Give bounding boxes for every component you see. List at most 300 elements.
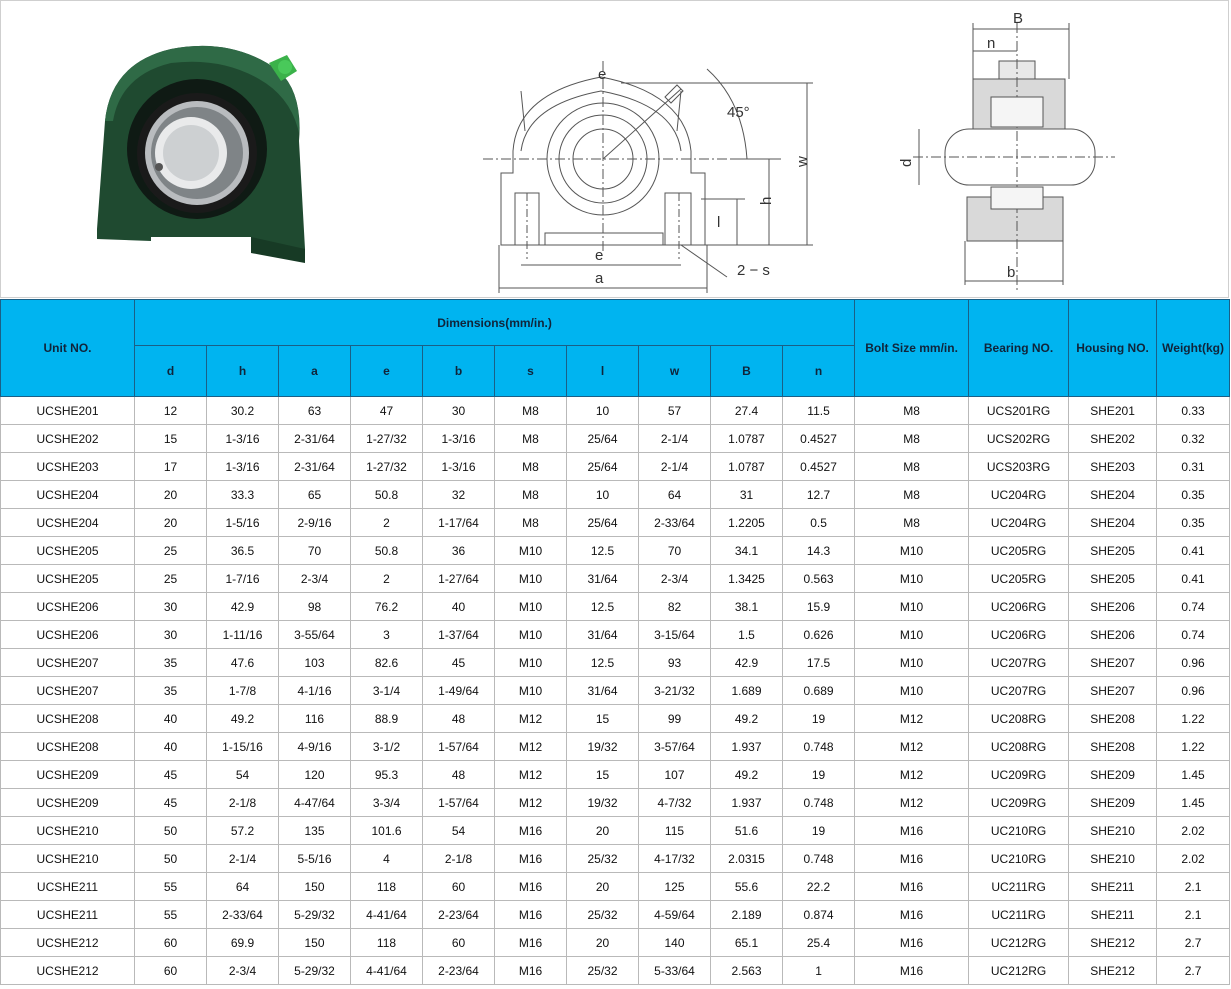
table-row [1, 733, 1230, 761]
table-cell: 0.874 [783, 901, 855, 929]
table-cell: 15 [567, 705, 639, 733]
table-cell: UCSHE205 [1, 537, 135, 565]
table-cell: M16 [495, 817, 567, 845]
table-cell: UC205RG [969, 537, 1069, 565]
table-cell: 118 [351, 873, 423, 901]
table-cell: 1-3/16 [207, 453, 279, 481]
table-cell: SHE208 [1069, 733, 1157, 761]
table-cell: M10 [495, 677, 567, 705]
table-cell: 0.4527 [783, 425, 855, 453]
table-cell: UC211RG [969, 873, 1069, 901]
table-cell: UC206RG [969, 621, 1069, 649]
table-row [1, 509, 1230, 537]
table-cell: 2-1/4 [639, 425, 711, 453]
table-cell: 48 [423, 761, 495, 789]
header-dimensions: Dimensions(mm/in.) [135, 300, 855, 346]
table-cell: 2.02 [1157, 845, 1230, 873]
table-cell: 49.2 [711, 705, 783, 733]
table-cell: SHE204 [1069, 481, 1157, 509]
table-cell: 49.2 [207, 705, 279, 733]
table-cell: 69.9 [207, 929, 279, 957]
table-cell: 2-33/64 [639, 509, 711, 537]
table-cell: 1-27/32 [351, 453, 423, 481]
table-cell: UC207RG [969, 677, 1069, 705]
header-housing-no: Housing NO. [1069, 300, 1157, 397]
table-cell: 25.4 [783, 929, 855, 957]
table-cell: SHE212 [1069, 929, 1157, 957]
label-b: b [1007, 264, 1016, 281]
side-view-drawing [913, 23, 1115, 291]
table-cell: 31/64 [567, 565, 639, 593]
table-cell: 0.41 [1157, 537, 1230, 565]
table-cell: 25/64 [567, 509, 639, 537]
table-cell: M10 [495, 593, 567, 621]
table-cell: 1-27/32 [351, 425, 423, 453]
table-cell: 3-21/32 [639, 677, 711, 705]
table-cell: 54 [423, 817, 495, 845]
table-cell: UCSHE209 [1, 761, 135, 789]
table-cell: 60 [423, 873, 495, 901]
table-cell: 0.96 [1157, 649, 1230, 677]
table-row [1, 593, 1230, 621]
table-cell: M10 [855, 593, 969, 621]
table-cell: M8 [495, 509, 567, 537]
table-row [1, 873, 1230, 901]
table-cell: 0.748 [783, 733, 855, 761]
table-cell: 82.6 [351, 649, 423, 677]
table-cell: 65 [279, 481, 351, 509]
label-w: w [794, 156, 811, 167]
table-cell: 116 [279, 705, 351, 733]
table-cell: M10 [495, 537, 567, 565]
table-cell: M12 [495, 705, 567, 733]
table-cell: M10 [495, 649, 567, 677]
table-cell: SHE205 [1069, 537, 1157, 565]
table-cell: 2 [351, 565, 423, 593]
table-cell: UCSHE211 [1, 873, 135, 901]
table-cell: M10 [495, 565, 567, 593]
table-cell: SHE203 [1069, 453, 1157, 481]
table-cell: 1.937 [711, 733, 783, 761]
header-dim-b: b [423, 346, 495, 397]
table-cell: 1.22 [1157, 733, 1230, 761]
table-row [1, 957, 1230, 985]
table-cell: 47.6 [207, 649, 279, 677]
table-cell: 95.3 [351, 761, 423, 789]
table-cell: 1-15/16 [207, 733, 279, 761]
table-cell: 1-17/64 [423, 509, 495, 537]
table-cell: 1.2205 [711, 509, 783, 537]
table-row [1, 537, 1230, 565]
table-cell: UCS201RG [969, 397, 1069, 425]
table-cell: 60 [135, 929, 207, 957]
table-cell: UCSHE206 [1, 621, 135, 649]
table-cell: 25/32 [567, 845, 639, 873]
table-cell: SHE201 [1069, 397, 1157, 425]
table-cell: 33.3 [207, 481, 279, 509]
table-cell: M8 [855, 425, 969, 453]
table-cell: 19 [783, 705, 855, 733]
table-cell: 15 [135, 425, 207, 453]
table-cell: M16 [855, 929, 969, 957]
label-l: l [717, 214, 721, 231]
table-cell: UCSHE205 [1, 565, 135, 593]
table-cell: UC212RG [969, 929, 1069, 957]
table-cell: M8 [495, 481, 567, 509]
front-view-drawing [483, 61, 813, 293]
table-cell: UC209RG [969, 761, 1069, 789]
table-cell: 36 [423, 537, 495, 565]
table-row [1, 425, 1230, 453]
table-row [1, 649, 1230, 677]
table-cell: SHE206 [1069, 593, 1157, 621]
table-cell: 12.5 [567, 593, 639, 621]
table-cell: 34.1 [711, 537, 783, 565]
table-cell: SHE206 [1069, 621, 1157, 649]
table-cell: 2.189 [711, 901, 783, 929]
table-cell: 19/32 [567, 733, 639, 761]
table-cell: M8 [495, 397, 567, 425]
table-cell: 118 [351, 929, 423, 957]
table-cell: 2-3/4 [639, 565, 711, 593]
table-cell: M10 [855, 537, 969, 565]
label-e: e [595, 247, 604, 264]
label-n: n [987, 35, 996, 52]
table-cell: UCSHE201 [1, 397, 135, 425]
table-cell: UC208RG [969, 733, 1069, 761]
table-cell: UCSHE204 [1, 481, 135, 509]
table-cell: M12 [495, 761, 567, 789]
table-cell: 25/64 [567, 453, 639, 481]
table-cell: 3-55/64 [279, 621, 351, 649]
table-cell: 0.35 [1157, 509, 1230, 537]
table-cell: 2-23/64 [423, 957, 495, 985]
table-cell: 17.5 [783, 649, 855, 677]
table-cell: 1-49/64 [423, 677, 495, 705]
table-row [1, 705, 1230, 733]
table-cell: 0.41 [1157, 565, 1230, 593]
table-cell: 1-7/8 [207, 677, 279, 705]
label-angle: 45° [727, 104, 750, 121]
header-unit-no: Unit NO. [1, 300, 135, 397]
table-cell: UC212RG [969, 957, 1069, 985]
label-h: h [758, 196, 775, 205]
table-cell: 55 [135, 901, 207, 929]
table-cell: 1.937 [711, 789, 783, 817]
table-cell: 30 [423, 397, 495, 425]
table-cell: 25 [135, 537, 207, 565]
table-cell: 0.31 [1157, 453, 1230, 481]
table-cell: 20 [567, 817, 639, 845]
table-cell: 25 [135, 565, 207, 593]
table-cell: 20 [567, 929, 639, 957]
table-cell: 12.5 [567, 649, 639, 677]
table-cell: UCSHE204 [1, 509, 135, 537]
table-cell: 12 [135, 397, 207, 425]
table-cell: 1.0787 [711, 453, 783, 481]
table-cell: 0.32 [1157, 425, 1230, 453]
table-cell: 150 [279, 929, 351, 957]
table-cell: UCSHE202 [1, 425, 135, 453]
table-cell: 15 [567, 761, 639, 789]
table-cell: 2-23/64 [423, 901, 495, 929]
table-cell: 0.563 [783, 565, 855, 593]
table-cell: 2-1/8 [207, 789, 279, 817]
table-cell: UCSHE206 [1, 593, 135, 621]
table-cell: 1-57/64 [423, 733, 495, 761]
table-cell: UCSHE210 [1, 817, 135, 845]
table-cell: 19/32 [567, 789, 639, 817]
table-cell: 99 [639, 705, 711, 733]
table-cell: 31/64 [567, 677, 639, 705]
table-cell: 1-7/16 [207, 565, 279, 593]
table-cell: 1.22 [1157, 705, 1230, 733]
table-cell: 60 [423, 929, 495, 957]
table-cell: UCSHE208 [1, 733, 135, 761]
header-dim-w: w [639, 346, 711, 397]
table-cell: UCSHE210 [1, 845, 135, 873]
label-e-top: e [598, 66, 607, 83]
table-cell: 45 [135, 789, 207, 817]
table-cell: 2-1/8 [423, 845, 495, 873]
table-cell: 0.35 [1157, 481, 1230, 509]
table-cell: 0.33 [1157, 397, 1230, 425]
table-cell: M8 [855, 397, 969, 425]
table-cell: 4-7/32 [639, 789, 711, 817]
table-cell: 1-11/16 [207, 621, 279, 649]
table-row [1, 901, 1230, 929]
table-cell: M10 [495, 621, 567, 649]
table-cell: 50 [135, 845, 207, 873]
table-row [1, 677, 1230, 705]
table-cell: UC206RG [969, 593, 1069, 621]
table-cell: 20 [567, 873, 639, 901]
table-cell: 50.8 [351, 537, 423, 565]
table-cell: 30 [135, 621, 207, 649]
table-cell: 2-9/16 [279, 509, 351, 537]
header-bolt-size: Bolt Size mm/in. [855, 300, 969, 397]
table-cell: 60 [135, 957, 207, 985]
table-row [1, 845, 1230, 873]
table-cell: SHE207 [1069, 649, 1157, 677]
table-cell: 0.96 [1157, 677, 1230, 705]
table-cell: 4-41/64 [351, 957, 423, 985]
table-cell: 3-57/64 [639, 733, 711, 761]
table-cell: 63 [279, 397, 351, 425]
table-cell: M12 [495, 733, 567, 761]
table-cell: 49.2 [711, 761, 783, 789]
table-cell: 10 [567, 481, 639, 509]
table-cell: 40 [135, 733, 207, 761]
table-cell: 2-1/4 [207, 845, 279, 873]
table-cell: 1.689 [711, 677, 783, 705]
table-cell: 135 [279, 817, 351, 845]
table-cell: 4-41/64 [351, 901, 423, 929]
table-cell: M8 [495, 425, 567, 453]
table-cell: SHE211 [1069, 873, 1157, 901]
table-row [1, 929, 1230, 957]
table-cell: 40 [135, 705, 207, 733]
table-cell: 1.45 [1157, 789, 1230, 817]
table-cell: 45 [135, 761, 207, 789]
table-cell: SHE211 [1069, 901, 1157, 929]
table-cell: 12.5 [567, 537, 639, 565]
table-cell: 5-33/64 [639, 957, 711, 985]
table-cell: 76.2 [351, 593, 423, 621]
table-cell: 4-9/16 [279, 733, 351, 761]
table-cell: 3-3/4 [351, 789, 423, 817]
table-cell: 125 [639, 873, 711, 901]
table-cell: 4-1/16 [279, 677, 351, 705]
table-cell: SHE202 [1069, 425, 1157, 453]
product-figure-panel [0, 0, 1229, 298]
table-cell: UC208RG [969, 705, 1069, 733]
header-bearing-no: Bearing NO. [969, 300, 1069, 397]
table-cell: SHE204 [1069, 509, 1157, 537]
table-cell: UCSHE212 [1, 957, 135, 985]
table-cell: 0.74 [1157, 621, 1230, 649]
table-cell: M16 [855, 957, 969, 985]
table-cell: M12 [855, 789, 969, 817]
table-cell: 140 [639, 929, 711, 957]
table-header [1, 300, 1230, 397]
table-cell: 98 [279, 593, 351, 621]
table-cell: 2.7 [1157, 957, 1230, 985]
table-cell: 2.563 [711, 957, 783, 985]
table-cell: 3-1/4 [351, 677, 423, 705]
table-body [1, 397, 1230, 985]
header-dim-e: e [351, 346, 423, 397]
table-cell: 40 [423, 593, 495, 621]
table-cell: 2-3/4 [279, 565, 351, 593]
table-cell: 103 [279, 649, 351, 677]
table-cell: M16 [855, 873, 969, 901]
table-cell: 15.9 [783, 593, 855, 621]
table-cell: UCS202RG [969, 425, 1069, 453]
table-cell: 30.2 [207, 397, 279, 425]
table-cell: UC207RG [969, 649, 1069, 677]
table-cell: SHE210 [1069, 845, 1157, 873]
header-weight: Weight(kg) [1157, 300, 1230, 397]
table-cell: 2.1 [1157, 901, 1230, 929]
table-cell: 1-57/64 [423, 789, 495, 817]
table-cell: 1-5/16 [207, 509, 279, 537]
table-cell: SHE208 [1069, 705, 1157, 733]
table-cell: 150 [279, 873, 351, 901]
table-cell: 19 [783, 761, 855, 789]
table-cell: M16 [495, 957, 567, 985]
table-cell: 36.5 [207, 537, 279, 565]
header-dim-s: s [495, 346, 567, 397]
table-cell: 50.8 [351, 481, 423, 509]
table-cell: M8 [855, 481, 969, 509]
table-cell: 120 [279, 761, 351, 789]
table-cell: 42.9 [711, 649, 783, 677]
table-cell: SHE212 [1069, 957, 1157, 985]
label-a: a [595, 270, 604, 287]
table-cell: 48 [423, 705, 495, 733]
table-cell: 22.2 [783, 873, 855, 901]
bearing-illustration [1, 1, 1230, 299]
header-dim-n: n [783, 346, 855, 397]
table-cell: 2.1 [1157, 873, 1230, 901]
table-cell: M10 [855, 621, 969, 649]
table-cell: 82 [639, 593, 711, 621]
table-cell: 25/32 [567, 901, 639, 929]
header-dim-B: B [711, 346, 783, 397]
table-cell: UCS203RG [969, 453, 1069, 481]
table-row [1, 453, 1230, 481]
table-row [1, 481, 1230, 509]
table-cell: SHE205 [1069, 565, 1157, 593]
label-B: B [1013, 10, 1024, 27]
table-cell: 0.4527 [783, 453, 855, 481]
table-cell: 57 [639, 397, 711, 425]
table-cell: M12 [855, 733, 969, 761]
table-cell: UC210RG [969, 817, 1069, 845]
table-cell: M12 [855, 705, 969, 733]
table-cell: 2-31/64 [279, 425, 351, 453]
table-cell: 35 [135, 677, 207, 705]
table-cell: 47 [351, 397, 423, 425]
table-cell: 2 [351, 509, 423, 537]
table-cell: UCSHE212 [1, 929, 135, 957]
table-cell: 55 [135, 873, 207, 901]
table-cell: 101.6 [351, 817, 423, 845]
table-cell: 0.748 [783, 789, 855, 817]
table-cell: 1-3/16 [423, 425, 495, 453]
table-cell: UC211RG [969, 901, 1069, 929]
table-cell: UC204RG [969, 481, 1069, 509]
table-cell: 2-1/4 [639, 453, 711, 481]
table-cell: 57.2 [207, 817, 279, 845]
table-cell: UCSHE203 [1, 453, 135, 481]
table-cell: 1.5 [711, 621, 783, 649]
table-cell: M10 [855, 565, 969, 593]
table-cell: 32 [423, 481, 495, 509]
table-cell: 1.0787 [711, 425, 783, 453]
table-cell: 10 [567, 397, 639, 425]
table-cell: 55.6 [711, 873, 783, 901]
label-s: 2 − s [737, 262, 770, 279]
table-cell: 1-27/64 [423, 565, 495, 593]
table-cell: 17 [135, 453, 207, 481]
table-cell: 25/32 [567, 957, 639, 985]
table-cell: M12 [495, 789, 567, 817]
table-row [1, 621, 1230, 649]
table-cell: 38.1 [711, 593, 783, 621]
table-cell: 1.45 [1157, 761, 1230, 789]
table-cell: 4-47/64 [279, 789, 351, 817]
table-cell: 2.02 [1157, 817, 1230, 845]
table-cell: UCSHE208 [1, 705, 135, 733]
table-cell: 12.7 [783, 481, 855, 509]
table-cell: 5-29/32 [279, 957, 351, 985]
table-cell: 20 [135, 481, 207, 509]
table-cell: 30 [135, 593, 207, 621]
table-row [1, 761, 1230, 789]
table-cell: M8 [855, 453, 969, 481]
table-row [1, 789, 1230, 817]
table-cell: 0.689 [783, 677, 855, 705]
table-cell: 0.74 [1157, 593, 1230, 621]
table-cell: M16 [855, 901, 969, 929]
table-cell: SHE209 [1069, 789, 1157, 817]
table-cell: UC204RG [969, 509, 1069, 537]
table-cell: 1.3425 [711, 565, 783, 593]
table-cell: M12 [855, 761, 969, 789]
table-cell: 3-15/64 [639, 621, 711, 649]
